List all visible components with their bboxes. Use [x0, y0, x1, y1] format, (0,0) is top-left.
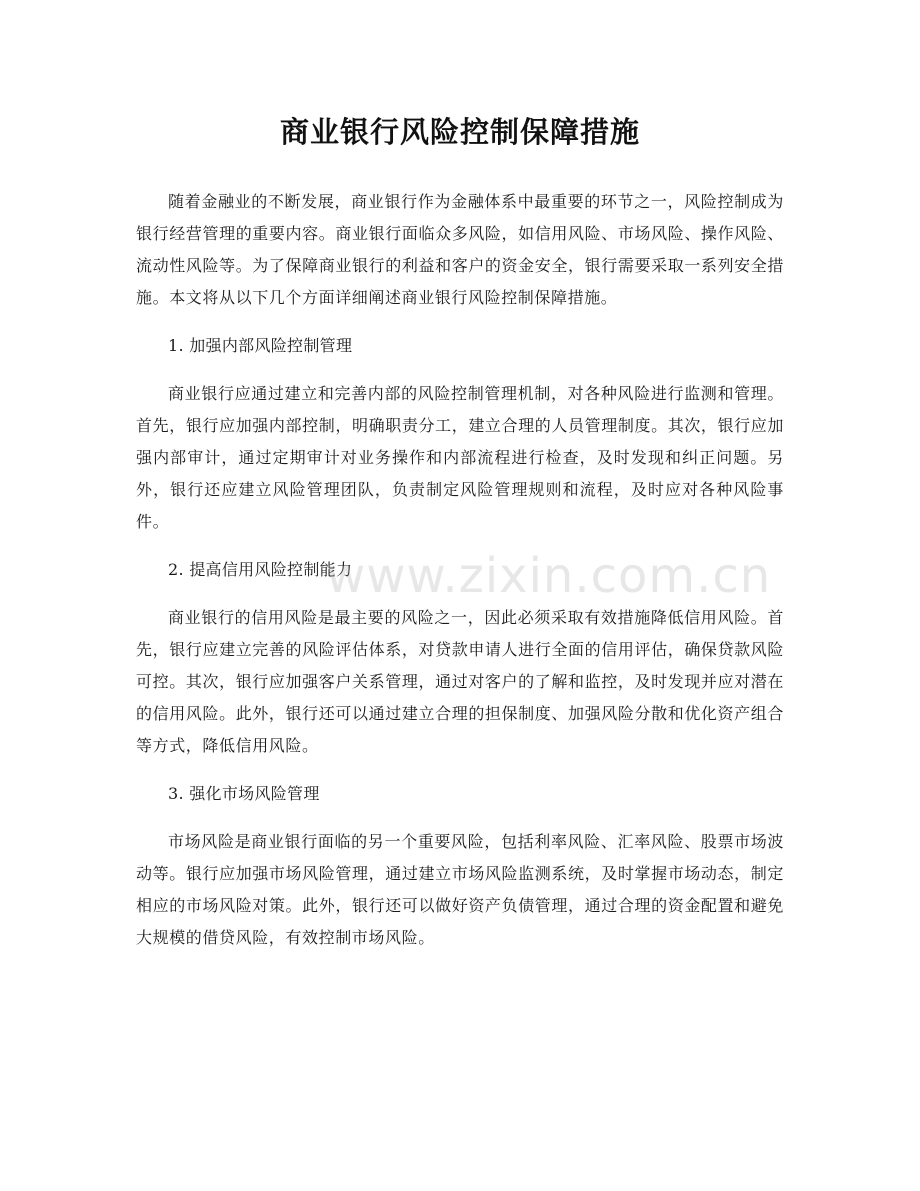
section-body-3: 市场风险是商业银行面临的另一个重要风险，包括利率风险、汇率风险、股票市场波动等。银行应加强市场风险管理，通过建立市场风险监测系统，及时掌握市场动态，制定相应的市场风险对策。此外，银行还可以做好资产负债管理，通过合理的资金配置和避免大规模的借贷风险，有效控制市场风险。: [136, 832, 784, 947]
section-heading-1: 1. 加强内部风险控制管理: [168, 336, 353, 355]
section-heading-3: 3. 强化市场风险管理: [168, 784, 320, 803]
intro-paragraph: 随着金融业的不断发展，商业银行作为金融体系中最重要的环节之一，风险控制成为银行经营管理的重要内容。商业银行面临众多风险，如信用风险、市场风险、操作风险、流动性风险等。为了保障商业银行的利益和客户的资金安全，银行需要采取一系列安全措施。本文将从以下几个方面详细阐述商业银行风险控制保障措施。: [136, 192, 784, 307]
watermark-text: www.zixin.com.cn: [326, 548, 772, 604]
document-title: 商业银行风险控制保障措施: [279, 115, 640, 149]
section-heading-2: 2. 提高信用风险控制能力: [168, 560, 353, 579]
section-body-2: 商业银行的信用风险是最主要的风险之一，因此必须采取有效措施降低信用风险。首先，银行应建立完善的风险评估体系，对贷款申请人进行全面的信用评估，确保贷款风险可控。其次，银行应加强客户关系管理，通过对客户的了解和监控，及时发现并应对潜在的信用风险。此外，银行还可以通过建立合理的担保制度、加强风险分散和优化资产组合等方式，降低信用风险。: [136, 608, 784, 755]
section-body-1: 商业银行应通过建立和完善内部的风险控制管理机制，对各种风险进行监测和管理。首先，银行应加强内部控制，明确职责分工，建立合理的人员管理制度。其次，银行应加强内部审计，通过定期审计对业务操作和内部流程进行检查，及时发现和纠正问题。另外，银行还应建立风险管理团队，负责制定风险管理规则和流程，及时应对各种风险事件。: [136, 384, 784, 531]
